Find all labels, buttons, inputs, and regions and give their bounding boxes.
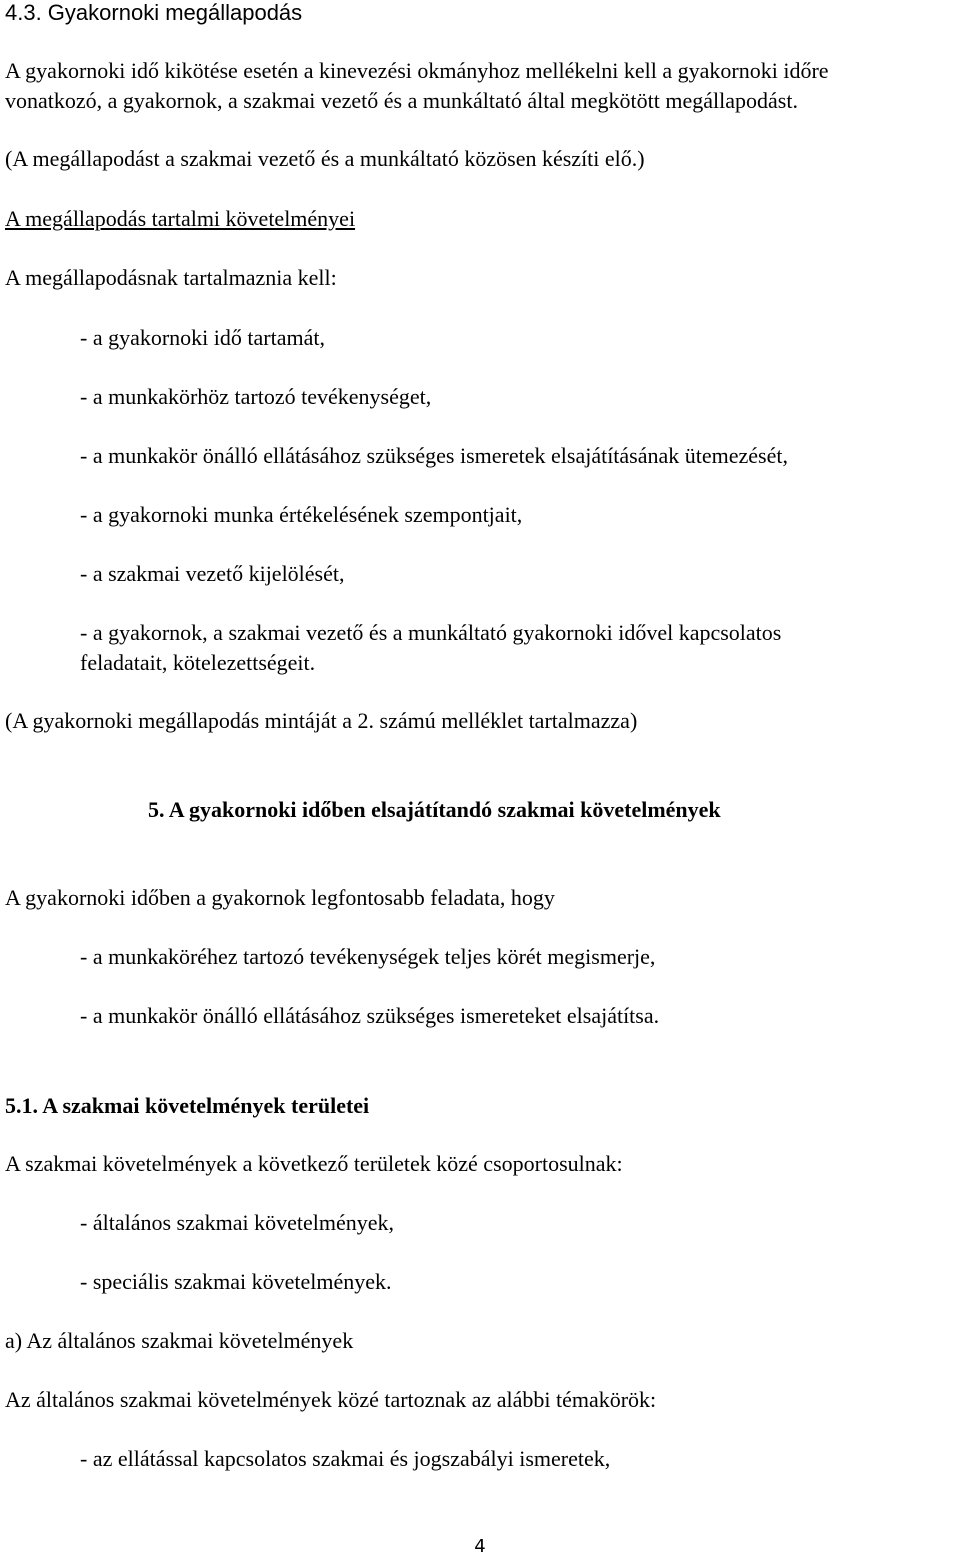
list-item: - a szakmai vezető kijelölését, [80, 561, 345, 586]
section-5-intro: A gyakornoki időben a gyakornok legfontosabb feladata, hogy [5, 885, 555, 910]
subsection-a-heading: a) Az általános szakmai követelmények [5, 1328, 354, 1353]
requirements-heading: A megállapodás tartalmi követelményei [5, 206, 356, 231]
paragraph: (A megállapodást a szakmai vezető és a munkáltató közösen készíti elő.) [5, 146, 645, 171]
section-5-heading: 5. A gyakornoki időben elsajátítandó szakmai követelmények [148, 797, 721, 822]
section-5-1-heading: 5.1. A szakmai követelmények területei [5, 1093, 370, 1118]
paragraph-line: vonatkozó, a gyakornok, a szakmai vezető és a munkáltató által megkötött megállapodást. [5, 88, 798, 113]
template-note: (A gyakornoki megállapodás mintáját a 2. számú melléklet tartalmazza) [5, 708, 638, 733]
list-item: - az ellátással kapcsolatos szakmai és jogszabályi ismeretek, [80, 1446, 611, 1471]
list-item: - általános szakmai követelmények, [80, 1210, 394, 1235]
list-item: - a munkakör önálló ellátásához szükséges ismereteket elsajátítsa. [80, 1003, 660, 1028]
requirements-intro: A megállapodásnak tartalmaznia kell: [5, 265, 337, 290]
list-item: - a munkakör önálló ellátásához szükséges ismeretek elsajátításának ütemezését, [80, 443, 788, 468]
subsection-a-intro: Az általános szakmai követelmények közé tartoznak az alábbi témakörök: [5, 1387, 657, 1412]
list-item: - a gyakornoki idő tartamát, [80, 325, 325, 350]
list-item: - a munkakörhöz tartozó tevékenységet, [80, 384, 432, 409]
section-5-1-intro: A szakmai követelmények a következő területek közé csoportosulnak: [5, 1151, 623, 1176]
list-item-continuation: feladatait, kötelezettségeit. [80, 650, 316, 675]
paragraph-line: A gyakornoki idő kikötése esetén a kinevezési okmányhoz mellékelni kell a gyakornoki időre [5, 58, 829, 83]
list-item: - a gyakornok, a szakmai vezető és a munkáltató gyakornoki idővel kapcsolatos [80, 620, 782, 645]
section-4-3-heading: 4.3. Gyakornoki megállapodás [5, 0, 303, 25]
list-item: - a gyakornoki munka értékelésének szempontjait, [80, 502, 523, 527]
list-item: - speciális szakmai követelmények. [80, 1269, 392, 1294]
list-item: - a munkaköréhez tartozó tevékenységek teljes körét megismerje, [80, 944, 656, 969]
page-number: 4 [474, 1536, 486, 1557]
